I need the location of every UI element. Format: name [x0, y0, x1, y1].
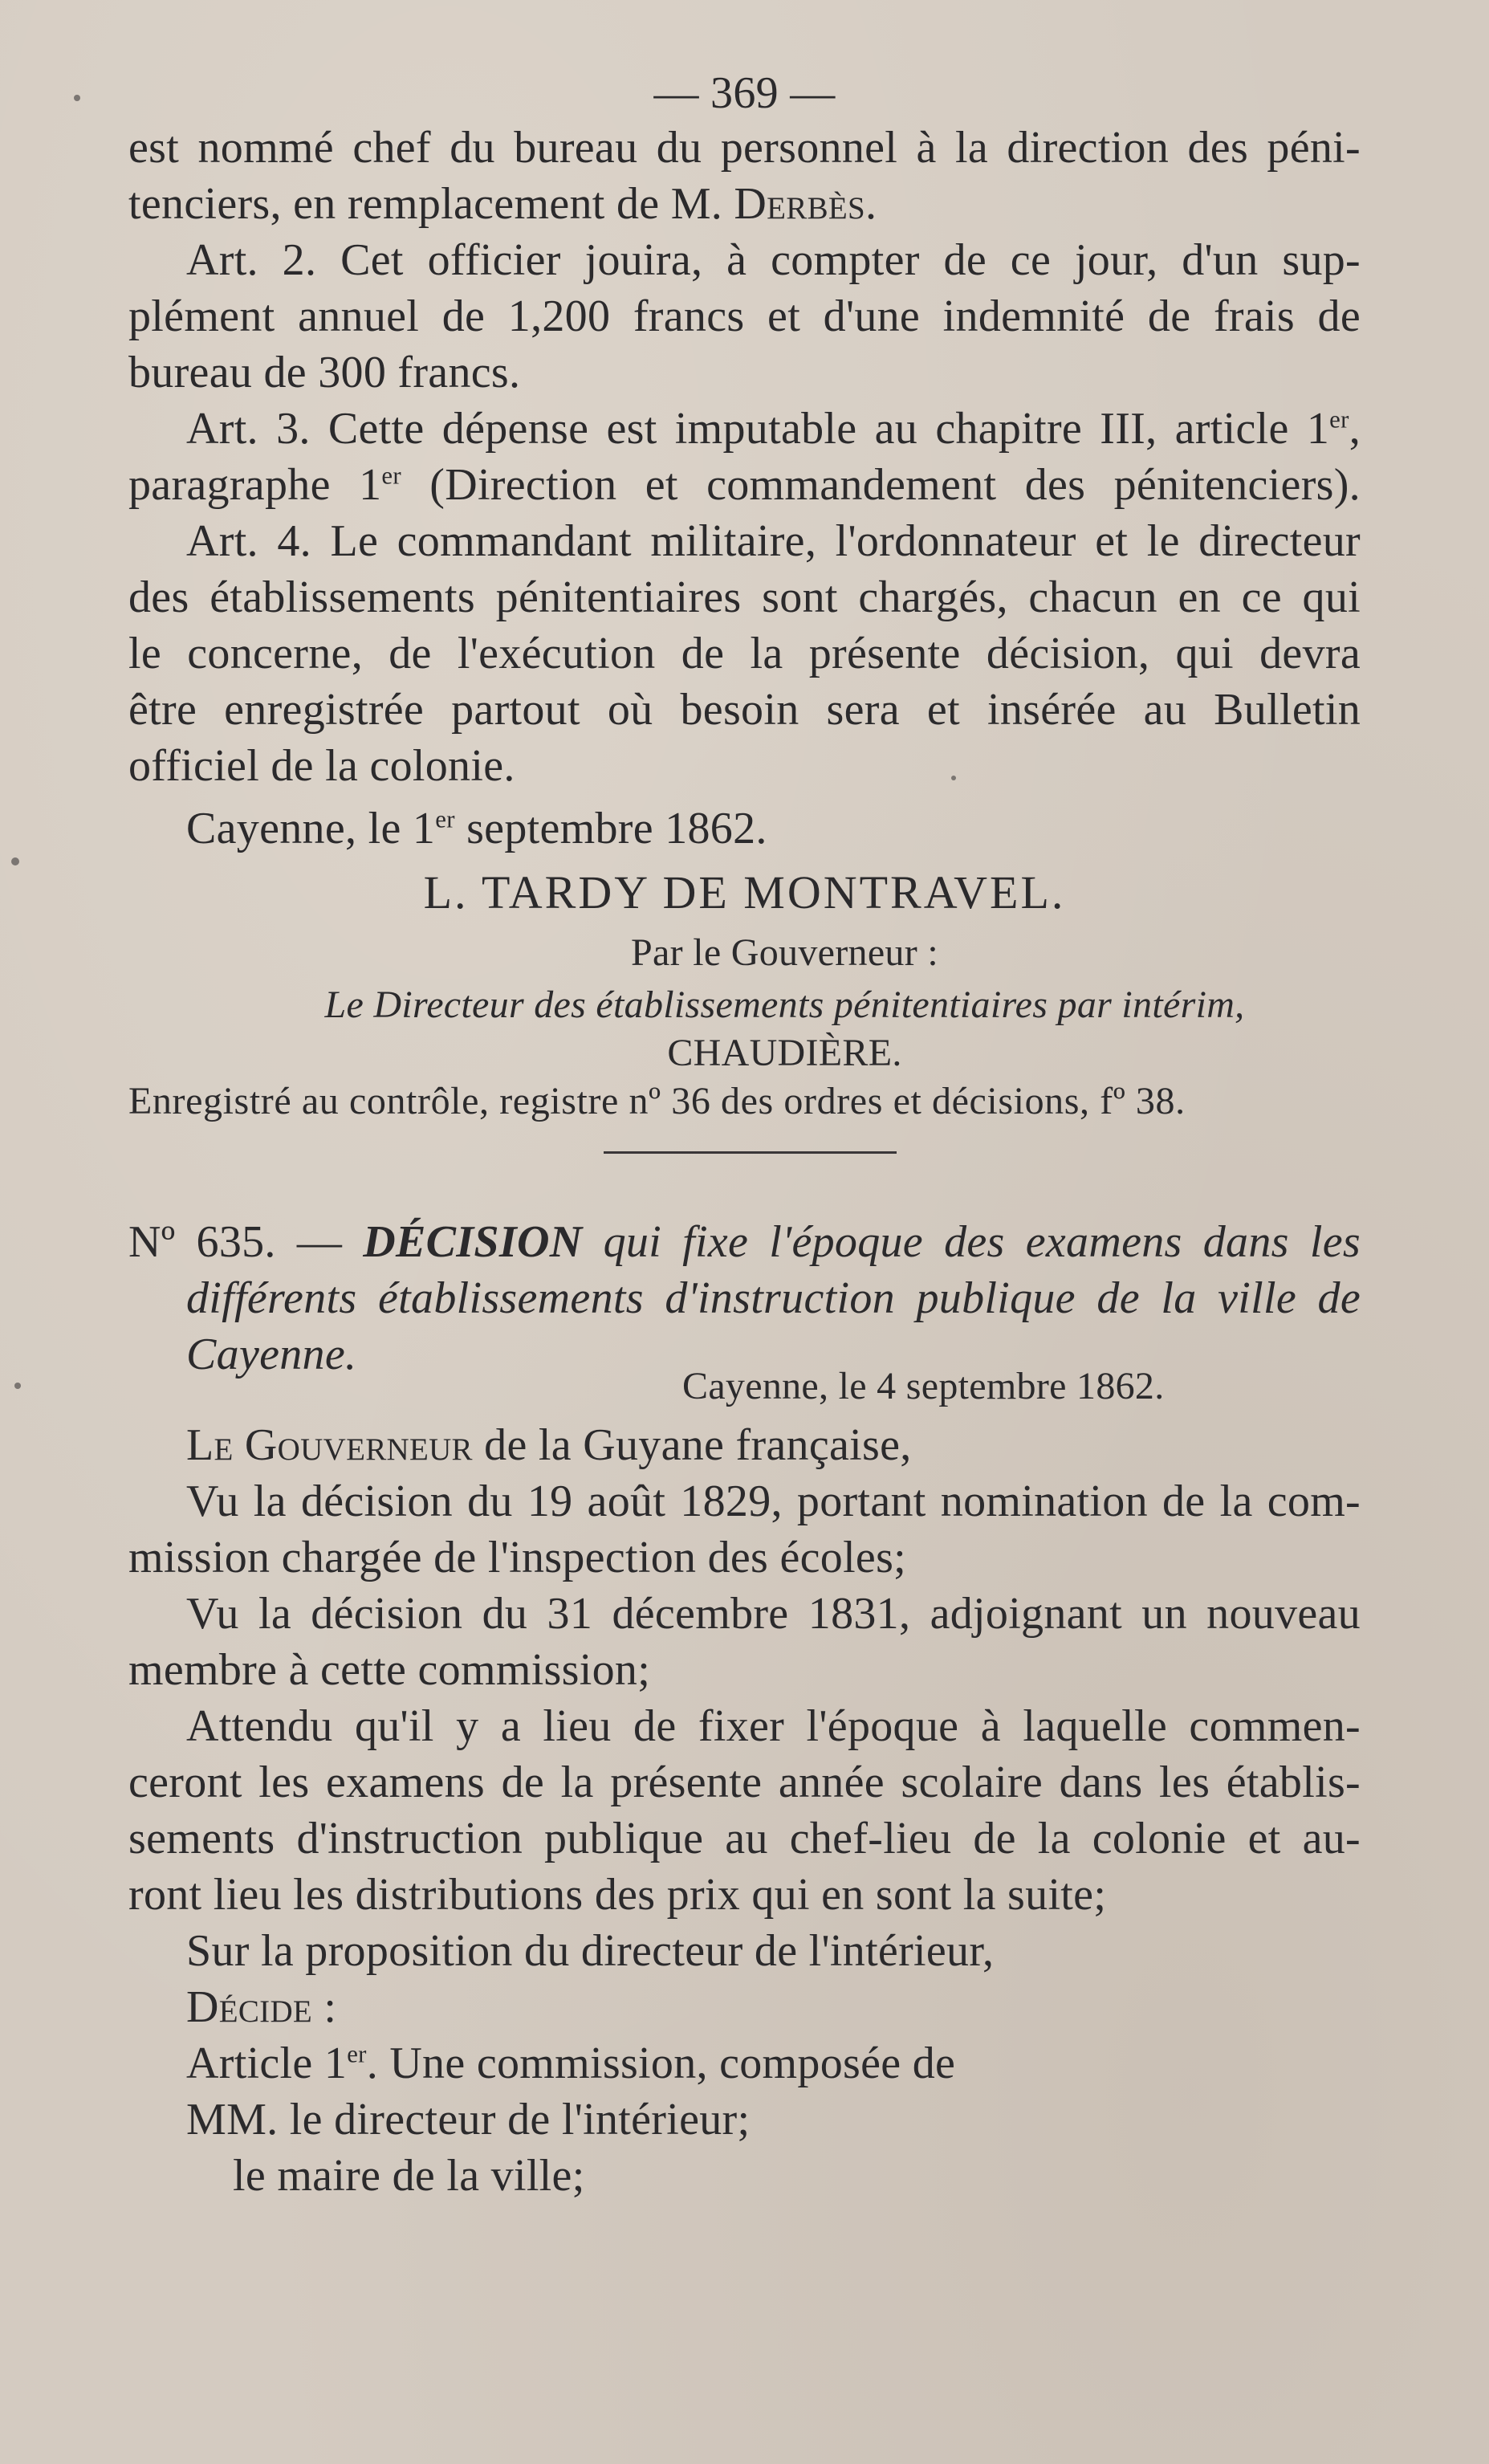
decision-heading-line: [128, 1216, 1361, 1268]
directeur-title: Le Directeur des établissements pénitentiaires par intérim,: [324, 984, 1245, 1026]
text-segment: .: [865, 179, 877, 229]
text-line: ceront les examens de la présente année scolaire dans les établis-: [128, 1757, 1361, 1807]
text-line: membre à cette commission;: [128, 1645, 651, 1695]
text-segment: . Une commission, composée de: [366, 2038, 956, 2088]
text-line: des établissements pénitentiaires sont chargés, chacun en ce qui: [128, 572, 1361, 622]
text-line: être enregistrée partout où besoin sera et insérée au Bulletin: [128, 685, 1361, 735]
text-line: mission chargée de l'inspection des écoles;: [128, 1533, 907, 1582]
decision-number: Nº 635. —: [128, 1217, 343, 1267]
decision-date: Cayenne, le 4 septembre 1862.: [682, 1365, 1165, 1407]
text-segment: Art. 3. Cette dépense est imputable au chapitre III, article 1: [186, 404, 1330, 454]
text-line: [186, 2038, 955, 2089]
text-line: Art. 2. Cet officier jouira, à compter de ce jour, d'un sup-: [186, 235, 1361, 285]
text-line: Art. 4. Le commandant militaire, l'ordonnateur et le directeur: [186, 516, 1361, 566]
text-line: MM. le directeur de l'intérieur;: [186, 2095, 751, 2144]
text-line: [128, 459, 1361, 511]
text-segment: Cayenne, le 1: [186, 804, 436, 853]
text-line: officiel de la colonie.: [128, 741, 515, 791]
text-segment: paragraphe 1: [128, 460, 382, 510]
text-line: [186, 403, 1361, 454]
text-line: bureau de 300 francs.: [128, 348, 521, 397]
text-segment: Article 1: [186, 2038, 348, 2088]
text-line: Vu la décision du 31 décembre 1831, adjoignant un nouveau: [186, 1589, 1361, 1639]
directeur-name: CHAUDIÈRE.: [667, 1032, 902, 1074]
person-name: Derbès: [734, 179, 866, 229]
text-line: [128, 178, 877, 230]
section-divider: [604, 1151, 897, 1154]
text-line: sements d'instruction publique au chef-lieu de la colonie et au-: [128, 1814, 1361, 1863]
page-number: — 369 —: [653, 68, 836, 118]
signature: L. TARDY DE MONTRAVEL.: [423, 866, 1066, 918]
text-segment: (Direction et commandement des pénitenciers).: [401, 460, 1361, 510]
registration-line: Enregistré au contrôle, registre nº 36 des ordres et décisions, fº 38.: [128, 1080, 1186, 1122]
text-segment: de la Guyane française,: [472, 1420, 912, 1470]
superscript: er: [381, 462, 401, 490]
decide-label: Décide :: [186, 1982, 337, 2032]
text-segment: ,: [1349, 404, 1361, 454]
paper-speck: [11, 857, 19, 865]
decision-keyword: DÉCISION: [363, 1217, 583, 1267]
paper-speck: [951, 776, 956, 780]
text-line: le maire de la ville;: [233, 2151, 585, 2201]
text-line: Attendu qu'il y a lieu de fixer l'époque à laquelle commen-: [186, 1701, 1361, 1751]
text-line: [186, 1419, 912, 1471]
text-line: Vu la décision du 19 août 1829, portant nomination de la com-: [186, 1476, 1361, 1526]
superscript: er: [1329, 405, 1349, 434]
text-segment: septembre 1862.: [454, 804, 767, 853]
text-line: est nommé chef du bureau du personnel à la direction des péni-: [128, 123, 1361, 173]
text-segment: tenciers, en remplacement de M.: [128, 179, 723, 229]
text-line: plément annuel de 1,200 francs et d'une indemnité de frais de: [128, 291, 1361, 341]
text-line: ront lieu les distributions des prix qui en sont la suite;: [128, 1870, 1107, 1920]
text-line: Sur la proposition du directeur de l'intérieur,: [186, 1926, 995, 1976]
par-le-gouverneur: Par le Gouverneur :: [631, 931, 938, 974]
date-line: [186, 803, 767, 854]
paper-speck: [14, 1383, 21, 1389]
text-segment: qui fixe l'époque des examens dans les: [603, 1217, 1361, 1267]
superscript: er: [435, 805, 455, 833]
decision-heading-line: différents établissements d'instruction publique de la ville de: [186, 1273, 1361, 1323]
superscript: er: [347, 2040, 367, 2068]
decision-heading-line: Cayenne.: [186, 1330, 357, 1379]
text-line: le concerne, de l'exécution de la présente décision, qui devra: [128, 629, 1361, 678]
paper-speck: [74, 95, 80, 101]
gouverneur-label: Le Gouverneur: [186, 1420, 473, 1470]
